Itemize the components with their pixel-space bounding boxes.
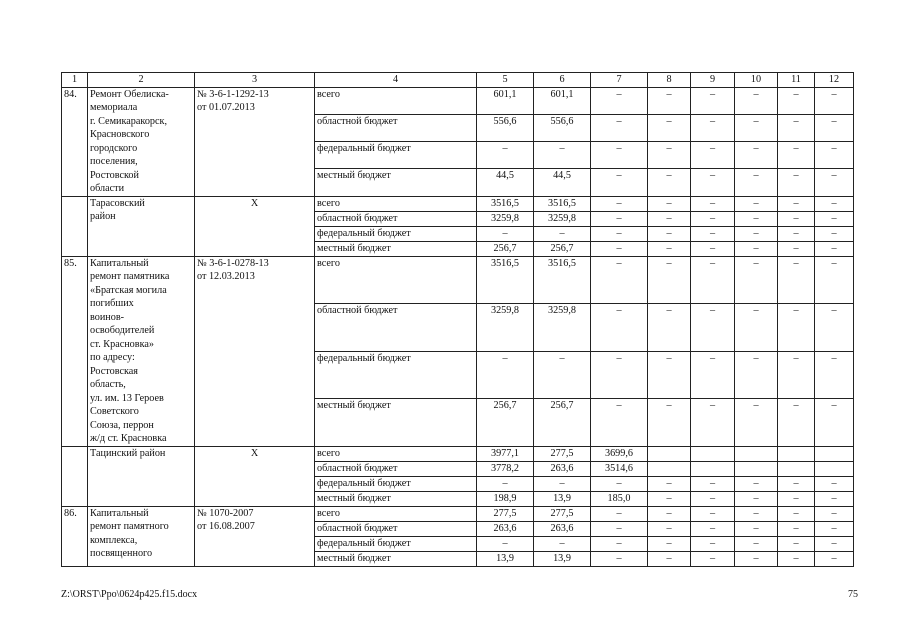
header-row xyxy=(62,73,854,88)
funding-source: местный бюджет xyxy=(315,491,477,506)
amount-cell: – xyxy=(735,211,778,226)
footer-page-number: 75 xyxy=(848,589,858,600)
table-row xyxy=(62,256,854,304)
amount-cell xyxy=(778,446,815,461)
funding-source: федеральный бюджет xyxy=(315,476,477,491)
amount-cell: – xyxy=(591,114,648,141)
budget-table xyxy=(61,72,854,567)
amount-cell: – xyxy=(691,196,735,211)
column-header: 5 xyxy=(477,73,534,88)
amount-cell: – xyxy=(735,142,778,169)
amount-cell: – xyxy=(691,536,735,551)
amount-cell: – xyxy=(534,536,591,551)
amount-cell: – xyxy=(735,256,778,304)
amount-cell: – xyxy=(778,521,815,536)
amount-cell: – xyxy=(735,551,778,566)
amount-cell: 263,6 xyxy=(477,521,534,536)
amount-cell: – xyxy=(591,351,648,399)
amount-cell: – xyxy=(778,399,815,447)
column-header: 10 xyxy=(735,73,778,88)
row-number: 86. xyxy=(62,506,88,566)
amount-cell: 3516,5 xyxy=(534,256,591,304)
amount-cell: – xyxy=(815,87,854,114)
column-header: 9 xyxy=(691,73,735,88)
amount-cell: 3259,8 xyxy=(477,304,534,352)
amount-cell: – xyxy=(815,399,854,447)
row-number xyxy=(62,196,88,256)
amount-cell: – xyxy=(691,521,735,536)
amount-cell: – xyxy=(591,551,648,566)
amount-cell: 3259,8 xyxy=(477,211,534,226)
amount-cell: – xyxy=(691,399,735,447)
amount-cell: – xyxy=(815,241,854,256)
amount-cell: 3514,6 xyxy=(591,461,648,476)
funding-source: федеральный бюджет xyxy=(315,536,477,551)
amount-cell: – xyxy=(648,506,691,521)
amount-cell: – xyxy=(735,114,778,141)
amount-cell: 556,6 xyxy=(477,114,534,141)
amount-cell: 3516,5 xyxy=(534,196,591,211)
table-row xyxy=(62,446,854,461)
funding-source: всего xyxy=(315,506,477,521)
amount-cell: 3516,5 xyxy=(477,196,534,211)
funding-source: областной бюджет xyxy=(315,211,477,226)
amount-cell: – xyxy=(815,506,854,521)
amount-cell: – xyxy=(778,351,815,399)
amount-cell: – xyxy=(648,536,691,551)
amount-cell: 13,9 xyxy=(534,491,591,506)
column-header: 7 xyxy=(591,73,648,88)
amount-cell: – xyxy=(477,536,534,551)
amount-cell: – xyxy=(591,142,648,169)
amount-cell: – xyxy=(591,211,648,226)
amount-cell: – xyxy=(477,476,534,491)
amount-cell: 185,0 xyxy=(591,491,648,506)
amount-cell: – xyxy=(591,196,648,211)
amount-cell: – xyxy=(815,226,854,241)
amount-cell: – xyxy=(735,491,778,506)
amount-cell: – xyxy=(778,536,815,551)
funding-source: местный бюджет xyxy=(315,241,477,256)
amount-cell xyxy=(648,446,691,461)
amount-cell: – xyxy=(648,226,691,241)
funding-source: областной бюджет xyxy=(315,461,477,476)
object-name: Капитальный ремонт памятника «Братская могила погибших воинов- освободителей ст. Красновка» по адресу: Ростовская область, ул. им. 13 Героев Советского Союза, перрон ж/д ст. Красновка xyxy=(88,256,195,446)
amount-cell xyxy=(815,446,854,461)
funding-source: областной бюджет xyxy=(315,304,477,352)
amount-cell: – xyxy=(735,506,778,521)
amount-cell: – xyxy=(648,256,691,304)
amount-cell: – xyxy=(735,304,778,352)
amount-cell xyxy=(778,461,815,476)
amount-cell: 3259,8 xyxy=(534,304,591,352)
funding-source: областной бюджет xyxy=(315,521,477,536)
amount-cell: – xyxy=(815,114,854,141)
amount-cell: 277,5 xyxy=(534,506,591,521)
amount-cell: – xyxy=(691,256,735,304)
amount-cell xyxy=(735,446,778,461)
object-name: Тацинский район xyxy=(88,446,195,506)
amount-cell: – xyxy=(648,304,691,352)
amount-cell: – xyxy=(691,169,735,196)
amount-cell: 277,5 xyxy=(477,506,534,521)
amount-cell: – xyxy=(778,476,815,491)
amount-cell: – xyxy=(691,476,735,491)
amount-cell: – xyxy=(778,551,815,566)
amount-cell: – xyxy=(815,491,854,506)
amount-cell: – xyxy=(778,226,815,241)
amount-cell: – xyxy=(591,536,648,551)
amount-cell: – xyxy=(591,399,648,447)
table-row xyxy=(62,87,854,114)
amount-cell: – xyxy=(648,211,691,226)
funding-source: всего xyxy=(315,446,477,461)
amount-cell: – xyxy=(591,304,648,352)
amount-cell: – xyxy=(591,256,648,304)
amount-cell xyxy=(815,461,854,476)
funding-source: местный бюджет xyxy=(315,169,477,196)
amount-cell: – xyxy=(691,491,735,506)
amount-cell: 3977,1 xyxy=(477,446,534,461)
amount-cell: – xyxy=(591,476,648,491)
amount-cell: – xyxy=(691,551,735,566)
amount-cell: – xyxy=(735,226,778,241)
amount-cell: – xyxy=(778,506,815,521)
amount-cell: 44,5 xyxy=(477,169,534,196)
amount-cell: – xyxy=(477,226,534,241)
amount-cell: – xyxy=(815,551,854,566)
amount-cell: 13,9 xyxy=(534,551,591,566)
column-header: 1 xyxy=(62,73,88,88)
amount-cell: 3699,6 xyxy=(591,446,648,461)
object-name: Капитальный ремонт памятного комплекса, посвященного xyxy=(88,506,195,566)
amount-cell: – xyxy=(477,351,534,399)
amount-cell: – xyxy=(778,87,815,114)
amount-cell: – xyxy=(735,351,778,399)
object-name: Тарасовский район xyxy=(88,196,195,256)
amount-cell: – xyxy=(735,241,778,256)
amount-cell: – xyxy=(534,351,591,399)
amount-cell: – xyxy=(534,226,591,241)
amount-cell: – xyxy=(691,506,735,521)
funding-source: местный бюджет xyxy=(315,399,477,447)
amount-cell: 44,5 xyxy=(534,169,591,196)
amount-cell: – xyxy=(691,142,735,169)
amount-cell: 3516,5 xyxy=(477,256,534,304)
amount-cell: – xyxy=(815,351,854,399)
amount-cell: – xyxy=(778,114,815,141)
amount-cell: – xyxy=(591,87,648,114)
amount-cell: – xyxy=(648,491,691,506)
amount-cell: 256,7 xyxy=(534,241,591,256)
funding-source: всего xyxy=(315,87,477,114)
column-header: 3 xyxy=(195,73,315,88)
amount-cell: – xyxy=(815,304,854,352)
amount-cell: 256,7 xyxy=(477,399,534,447)
amount-cell: – xyxy=(648,114,691,141)
table-row xyxy=(62,506,854,521)
amount-cell: – xyxy=(735,169,778,196)
funding-source: местный бюджет xyxy=(315,551,477,566)
amount-cell: 256,7 xyxy=(534,399,591,447)
amount-cell: – xyxy=(648,142,691,169)
document-reference: № 3-6-1-0278-13 от 12.03.2013 xyxy=(195,256,315,446)
amount-cell: 601,1 xyxy=(534,87,591,114)
amount-cell: – xyxy=(778,304,815,352)
amount-cell: – xyxy=(691,241,735,256)
amount-cell: – xyxy=(815,521,854,536)
amount-cell: – xyxy=(778,256,815,304)
amount-cell: – xyxy=(648,87,691,114)
amount-cell: – xyxy=(735,476,778,491)
amount-cell: – xyxy=(815,196,854,211)
amount-cell: 263,6 xyxy=(534,461,591,476)
row-number xyxy=(62,446,88,506)
amount-cell: – xyxy=(735,536,778,551)
amount-cell: – xyxy=(591,506,648,521)
amount-cell: 277,5 xyxy=(534,446,591,461)
amount-cell: – xyxy=(591,169,648,196)
document-reference: Х xyxy=(195,196,315,256)
amount-cell: – xyxy=(534,476,591,491)
amount-cell: – xyxy=(815,142,854,169)
amount-cell: 3259,8 xyxy=(534,211,591,226)
amount-cell: 556,6 xyxy=(534,114,591,141)
amount-cell: – xyxy=(648,521,691,536)
amount-cell: – xyxy=(735,399,778,447)
amount-cell: – xyxy=(815,536,854,551)
object-name: Ремонт Обелиска- мемориала г. Семикаракорск, Красновского городского поселения, Ростовской области xyxy=(88,87,195,196)
document-reference: № 1070-2007 от 16.08.2007 xyxy=(195,506,315,566)
row-number: 85. xyxy=(62,256,88,446)
amount-cell: – xyxy=(735,521,778,536)
amount-cell: – xyxy=(735,196,778,211)
table-row xyxy=(62,196,854,211)
amount-cell: – xyxy=(648,241,691,256)
amount-cell xyxy=(648,461,691,476)
amount-cell: – xyxy=(691,211,735,226)
column-header: 6 xyxy=(534,73,591,88)
amount-cell: – xyxy=(648,169,691,196)
amount-cell: – xyxy=(778,196,815,211)
amount-cell: 13,9 xyxy=(477,551,534,566)
footer-file-path: Z:\ORST\Ppo\0624p425.f15.docx xyxy=(61,589,198,600)
amount-cell: 198,9 xyxy=(477,491,534,506)
amount-cell: – xyxy=(648,551,691,566)
funding-source: федеральный бюджет xyxy=(315,351,477,399)
amount-cell: 3778,2 xyxy=(477,461,534,476)
column-header: 8 xyxy=(648,73,691,88)
amount-cell: – xyxy=(691,304,735,352)
column-header: 11 xyxy=(778,73,815,88)
amount-cell: – xyxy=(648,196,691,211)
amount-cell: – xyxy=(815,169,854,196)
amount-cell: – xyxy=(778,142,815,169)
row-number: 84. xyxy=(62,87,88,196)
amount-cell: – xyxy=(778,169,815,196)
amount-cell: – xyxy=(815,211,854,226)
amount-cell xyxy=(691,446,735,461)
funding-source: всего xyxy=(315,196,477,211)
funding-source: федеральный бюджет xyxy=(315,226,477,241)
funding-source: областной бюджет xyxy=(315,114,477,141)
amount-cell: 256,7 xyxy=(477,241,534,256)
amount-cell xyxy=(735,461,778,476)
amount-cell: – xyxy=(815,476,854,491)
amount-cell: – xyxy=(648,476,691,491)
amount-cell: – xyxy=(534,142,591,169)
amount-cell: – xyxy=(778,241,815,256)
amount-cell: – xyxy=(691,87,735,114)
amount-cell: 601,1 xyxy=(477,87,534,114)
column-header: 12 xyxy=(815,73,854,88)
amount-cell: – xyxy=(691,351,735,399)
amount-cell: 263,6 xyxy=(534,521,591,536)
document-reference: № 3-6-1-1292-13 от 01.07.2013 xyxy=(195,87,315,196)
amount-cell: – xyxy=(735,87,778,114)
amount-cell: – xyxy=(591,241,648,256)
funding-source: всего xyxy=(315,256,477,304)
document-reference: Х xyxy=(195,446,315,506)
amount-cell: – xyxy=(815,256,854,304)
amount-cell: – xyxy=(691,226,735,241)
amount-cell: – xyxy=(477,142,534,169)
amount-cell: – xyxy=(648,351,691,399)
funding-source: федеральный бюджет xyxy=(315,142,477,169)
amount-cell: – xyxy=(591,521,648,536)
amount-cell: – xyxy=(778,491,815,506)
table-body xyxy=(62,73,854,567)
amount-cell: – xyxy=(648,399,691,447)
amount-cell: – xyxy=(591,226,648,241)
amount-cell xyxy=(691,461,735,476)
column-header: 2 xyxy=(88,73,195,88)
amount-cell: – xyxy=(778,211,815,226)
column-header: 4 xyxy=(315,73,477,88)
amount-cell: – xyxy=(691,114,735,141)
